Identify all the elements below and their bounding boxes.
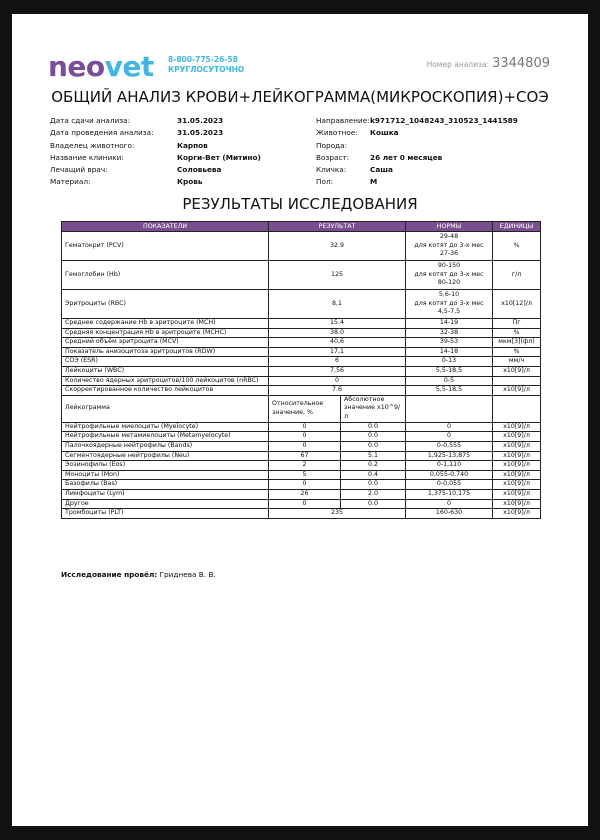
unit-value: x10[9]/л xyxy=(493,386,541,396)
logo-part-neo: neo xyxy=(48,50,105,83)
unit-value: x10[9]/л xyxy=(493,480,541,490)
unit-value: % xyxy=(493,232,541,261)
result-value: 7.6 xyxy=(269,386,406,396)
result-value: 40,6 xyxy=(269,338,406,348)
indicator-name: Эритроциты (RBC) xyxy=(62,290,269,319)
unit-value: % xyxy=(493,328,541,338)
unit-value: x10[9]/л xyxy=(493,422,541,432)
absolute-value: 0.0 xyxy=(341,499,406,509)
norm-line: 90-150 xyxy=(437,262,461,270)
info-value: 26 лет 0 месяцев xyxy=(370,152,443,162)
info-label: Дата сдачи анализа: xyxy=(50,116,131,125)
norm-line: 5,5-18,5 xyxy=(435,386,463,394)
norm-line: 39-53 xyxy=(439,338,459,346)
unit-value: x10[9]/л xyxy=(493,509,541,519)
analysis-number-block xyxy=(427,56,550,71)
empty-cell xyxy=(493,395,541,422)
norm-value xyxy=(406,347,493,357)
relative-value: 26 xyxy=(269,489,341,499)
norm-value: 0 xyxy=(406,432,493,442)
info-row xyxy=(316,164,518,176)
norm-line: для котят до 3-х мес xyxy=(414,241,484,249)
table-row xyxy=(62,347,541,357)
relative-value: 0 xyxy=(269,499,341,509)
unit-value xyxy=(493,376,541,386)
table-row xyxy=(62,290,541,319)
unit-value: г/л xyxy=(493,261,541,290)
indicator-name: СОЭ (ESR) xyxy=(62,357,269,367)
info-label: Животное: xyxy=(316,128,358,138)
norm-line: для котят до 3-х мес xyxy=(414,299,484,307)
norm-line: 14-19 xyxy=(439,319,459,326)
unit-value: x10[9]/л xyxy=(493,470,541,480)
norm-line: для котят до 3-х мес xyxy=(414,270,484,278)
norm-value: 1,375-10,175 xyxy=(406,489,493,499)
norm-value: 160-630 xyxy=(406,509,493,519)
norm-value xyxy=(406,386,493,396)
footer-signature xyxy=(61,570,216,579)
logo-part-vet: vet xyxy=(104,50,154,83)
info-row xyxy=(50,164,261,176)
norm-value xyxy=(406,290,493,319)
absolute-value: 5.1 xyxy=(341,451,406,461)
indicator-name: Средняя концентрация Hb в эритроците (MCHC) xyxy=(62,328,269,338)
info-value: Кровь xyxy=(177,177,203,187)
norm-value xyxy=(406,338,493,348)
leukogram-label: Лейкограмма xyxy=(62,395,269,422)
footer-label: Исследование провёл: xyxy=(61,570,158,579)
unit-value: x10[9]/л xyxy=(493,441,541,451)
result-value: 0 xyxy=(269,376,406,386)
table-row xyxy=(62,232,541,261)
indicator-name: Нейтрофильные миелоциты (Myelocyte) xyxy=(62,422,269,432)
indicator-name: Палочкоядерные нейтрофилы (Bands) xyxy=(62,441,269,451)
relative-value: 2 xyxy=(269,461,341,471)
norm-value xyxy=(406,232,493,261)
header-indicators: ПОКАЗАТЕЛИ xyxy=(62,222,269,232)
results-subtitle: РЕЗУЛЬТАТЫ ИССЛЕДОВАНИЯ xyxy=(182,195,418,213)
norm-line: 4,5-7,5 xyxy=(437,308,461,316)
table-row xyxy=(62,261,541,290)
info-value: Корги-Вет (Митино) xyxy=(177,152,261,162)
table-row xyxy=(62,328,541,338)
indicator-name: Другое xyxy=(62,499,269,509)
info-value: 31.05.2023 xyxy=(177,116,224,125)
norm-line: 29-48 xyxy=(439,233,459,241)
norm-value: 0,055-0,740 xyxy=(406,470,493,480)
info-row xyxy=(316,140,518,152)
relative-value: 67 xyxy=(269,451,341,461)
footer-value: Гриднева В. В. xyxy=(159,570,216,579)
absolute-value-header: Абсолютное значение x10^9/л xyxy=(341,395,406,422)
table-row xyxy=(62,432,541,442)
header-result: РЕЗУЛЬТАТ xyxy=(269,222,406,232)
hours-label: КРУГЛОСУТОЧНО xyxy=(168,65,245,74)
result-value: 15.4 xyxy=(269,319,406,329)
relative-value: 5 xyxy=(269,470,341,480)
table-row xyxy=(62,422,541,432)
neovet-logo xyxy=(48,48,154,82)
relative-value: 0 xyxy=(269,441,341,451)
indicator-name: Сегментоядерные нейтрофилы (Neu) xyxy=(62,451,269,461)
info-row xyxy=(50,176,261,188)
info-right-column xyxy=(316,115,518,189)
result-value: 8,1 xyxy=(269,290,406,319)
result-value: 235 xyxy=(269,509,406,519)
indicator-name: Тромбоциты (PLT) xyxy=(62,509,269,519)
indicator-name: Гематокрит (PCV) xyxy=(62,232,269,261)
absolute-value: 0.2 xyxy=(341,461,406,471)
indicator-name: Среднее содержание Hb в эритроците (MCH) xyxy=(62,319,269,329)
contact-block xyxy=(168,55,244,75)
table-row xyxy=(62,461,541,471)
indicator-name: Лимфоциты (Lym) xyxy=(62,489,269,499)
table-row xyxy=(62,338,541,348)
info-label: Порода: xyxy=(316,140,348,150)
table-row xyxy=(62,319,541,329)
absolute-value: 2.0 xyxy=(341,489,406,499)
analysis-number-label: Номер анализа: xyxy=(426,60,490,69)
absolute-value: 0.0 xyxy=(341,432,406,442)
indicator-name: Лейкоциты (WBC) xyxy=(62,366,269,376)
info-value: Кошка xyxy=(370,128,399,138)
info-label: Владелец животного: xyxy=(50,140,135,150)
results-table xyxy=(61,221,541,519)
table-row xyxy=(62,366,541,376)
unit-value: мм/ч xyxy=(493,357,541,367)
unit-value: мкм[3](фл) xyxy=(493,338,541,348)
norm-line: 27-36 xyxy=(439,250,459,258)
table-row xyxy=(62,470,541,480)
indicator-name: Средний объём эритроцита (MCV) xyxy=(62,338,269,348)
info-row xyxy=(50,140,261,152)
info-label: Пол: xyxy=(316,177,334,187)
indicator-name: Скорректированное количество лейкоцитов xyxy=(62,386,269,396)
unit-value: x10[9]/л xyxy=(493,366,541,376)
result-value: 38.0 xyxy=(269,328,406,338)
info-label: Дата проведения анализа: xyxy=(50,128,154,138)
norm-value: 0-0,055 xyxy=(406,480,493,490)
report-title: ОБЩИЙ АНАЛИЗ КРОВИ+ЛЕЙКОГРАММА(МИКРОСКОПИЯ)+СОЭ xyxy=(51,88,549,106)
norm-value xyxy=(406,328,493,338)
info-value: М xyxy=(370,177,378,187)
norm-line: 5,5-18,5 xyxy=(435,366,463,374)
indicator-name: Эозинофилы (Eos) xyxy=(62,461,269,471)
table-row xyxy=(62,386,541,396)
info-value: Саша xyxy=(370,165,393,175)
table-row xyxy=(62,499,541,509)
norm-line: 14-18 xyxy=(439,347,459,355)
norm-line: 80-120 xyxy=(437,279,461,287)
info-label: Кличка: xyxy=(316,165,347,175)
info-row xyxy=(316,152,518,164)
empty-cell xyxy=(406,395,493,422)
relative-value: 0 xyxy=(269,432,341,442)
info-label: Название клиники: xyxy=(50,152,124,162)
info-label: Возраст: xyxy=(316,152,350,162)
indicator-name: Нейтрофильные метамиелоциты (Metamyelocyte) xyxy=(62,432,269,442)
unit-value: x10[9]/л xyxy=(493,432,541,442)
norm-line: 5,6-10 xyxy=(438,291,460,299)
unit-value: x10[9]/л xyxy=(493,461,541,471)
unit-value: x10[9]/л xyxy=(493,489,541,499)
info-value: Соловьева xyxy=(177,165,222,175)
result-value: 17,1 xyxy=(269,347,406,357)
norm-value xyxy=(406,376,493,386)
table-row xyxy=(62,480,541,490)
info-label: Направление: xyxy=(316,116,370,125)
info-row xyxy=(50,115,261,127)
norm-value xyxy=(406,366,493,376)
table-row xyxy=(62,441,541,451)
indicator-name: Количество ядерных эритроцитов/100 лейкоцитов (nRBC) xyxy=(62,376,269,386)
table-row xyxy=(62,357,541,367)
indicator-name: Показатель анизоцитоза эритроцитов (RDW) xyxy=(62,347,269,357)
absolute-value: 0.4 xyxy=(341,470,406,480)
info-row xyxy=(50,152,261,164)
norm-line: 32-38 xyxy=(439,328,459,336)
logo-text xyxy=(48,52,154,82)
relative-value-header: Относительное значение, % xyxy=(269,395,341,422)
table-row xyxy=(62,451,541,461)
info-value: 31.05.2023 xyxy=(177,128,224,138)
unit-value: Пг xyxy=(493,319,541,329)
table-row xyxy=(62,376,541,386)
norm-value xyxy=(406,261,493,290)
norm-line: 0-13 xyxy=(441,357,457,365)
table-header-row xyxy=(62,222,541,232)
info-row xyxy=(316,127,518,139)
header-norms: НОРМЫ xyxy=(406,222,493,232)
result-value: 7,56 xyxy=(269,366,406,376)
report-page xyxy=(12,14,588,826)
relative-value: 0 xyxy=(269,480,341,490)
table-row xyxy=(62,489,541,499)
unit-value: x10[9]/л xyxy=(493,499,541,509)
result-value: 32.9 xyxy=(269,232,406,261)
unit-value: x10[9]/л xyxy=(493,451,541,461)
info-left-column xyxy=(50,115,261,189)
leukogram-header-row xyxy=(62,395,541,422)
norm-line: 0-5 xyxy=(443,376,455,384)
unit-value: % xyxy=(493,347,541,357)
table-row-plt xyxy=(62,509,541,519)
result-value: 6 xyxy=(269,357,406,367)
info-row xyxy=(50,127,261,139)
info-row xyxy=(316,176,518,188)
norm-value: 0 xyxy=(406,499,493,509)
indicator-name: Гемоглобин (Hb) xyxy=(62,261,269,290)
phone-number: 8-800-775-26-58 xyxy=(168,55,238,64)
norm-value: 0-1,110 xyxy=(406,461,493,471)
info-label: Материал: xyxy=(50,177,91,187)
header-units: ЕДИНИЦЫ xyxy=(493,222,541,232)
absolute-value: 0.0 xyxy=(341,441,406,451)
info-value: k971712_1048243_310523_1441589 xyxy=(370,116,518,125)
table-body xyxy=(62,232,541,519)
norm-value xyxy=(406,357,493,367)
result-value: 125 xyxy=(269,261,406,290)
info-label: Лечащий врач: xyxy=(50,165,108,175)
info-row xyxy=(316,115,518,127)
norm-value: 0-0,555 xyxy=(406,441,493,451)
absolute-value: 0.0 xyxy=(341,480,406,490)
norm-value xyxy=(406,319,493,329)
document-sheet xyxy=(12,14,588,826)
info-value: Карпов xyxy=(177,140,208,150)
unit-value: x10[12]/л xyxy=(493,290,541,319)
indicator-name: Базофилы (Bas) xyxy=(62,480,269,490)
absolute-value: 0.0 xyxy=(341,422,406,432)
indicator-name: Моноциты (Mon) xyxy=(62,470,269,480)
analysis-number: 3344809 xyxy=(492,56,550,71)
norm-value: 0 xyxy=(406,422,493,432)
norm-value: 1,925-13,875 xyxy=(406,451,493,461)
relative-value: 0 xyxy=(269,422,341,432)
